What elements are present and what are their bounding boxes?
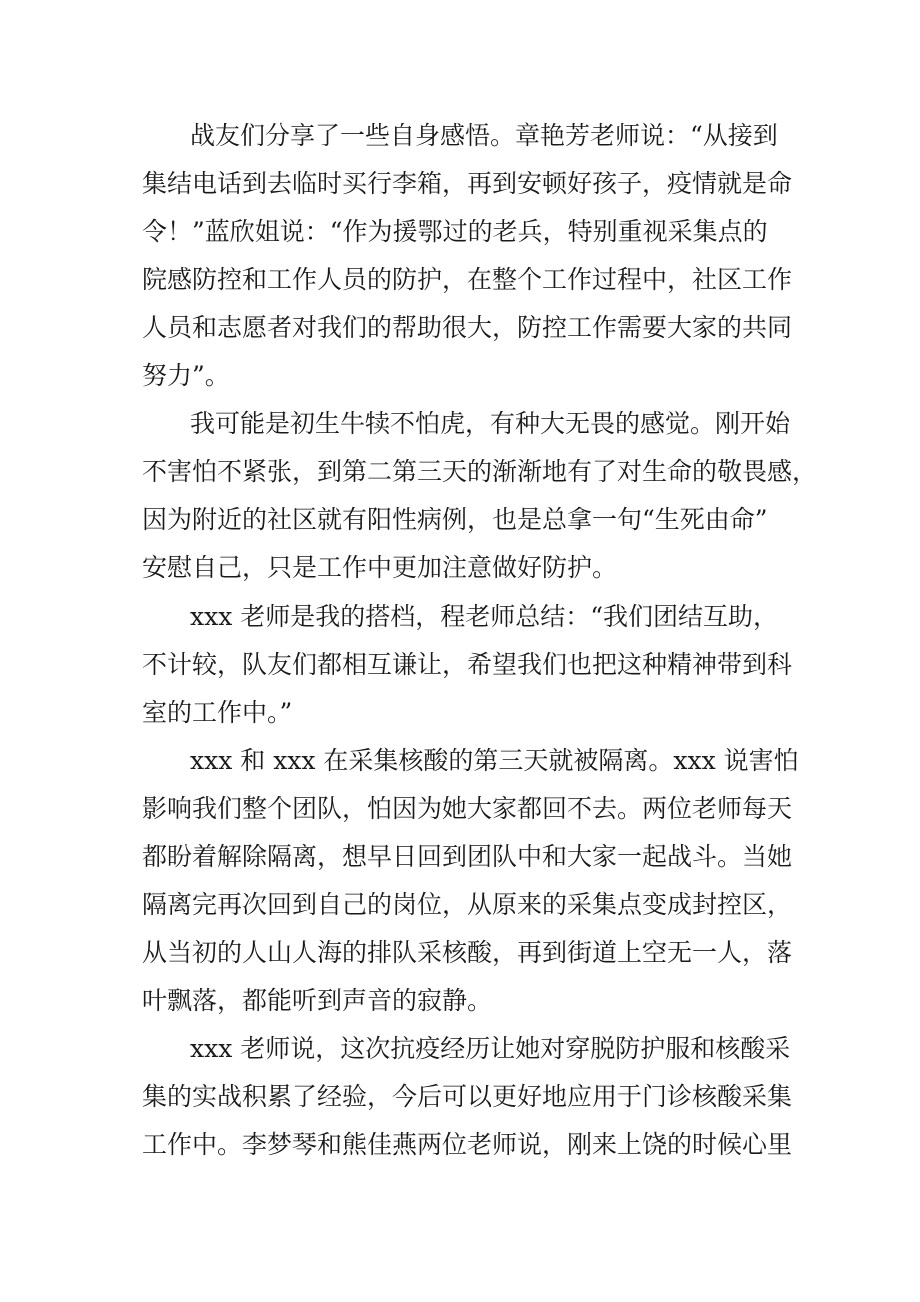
text-line: 令！”蓝欣姐说：“作为援鄂过的老兵，特别重视采集点的 bbox=[142, 217, 768, 246]
text-line: 战友们分享了一些自身感悟。章艳芳老师说：“从接到 bbox=[190, 121, 778, 150]
text-line: 都盼着解除隔离，想早日回到团队中和大家一起战斗。当她 bbox=[142, 842, 793, 871]
text-line: xxx 老师说，这次抗疫经历让她对穿脱防护服和核酸采 bbox=[190, 1034, 791, 1063]
text-line: 因为附近的社区就有阳性病例，也是总拿一句“生死由命” bbox=[142, 505, 768, 534]
text-line: 从当初的人山人海的排队采核酸，再到街道上空无一人，落 bbox=[142, 938, 793, 967]
text-line: 集结电话到去临时买行李箱，再到安顿好孩子，疫情就是命 bbox=[142, 169, 793, 198]
text-line: 叶飘落，都能听到声音的寂静。 bbox=[142, 986, 493, 1015]
text-line: 室的工作中。” bbox=[142, 698, 293, 727]
text-line: 工作中。李梦琴和熊佳燕两位老师说，刚来上饶的时候心里 bbox=[142, 1130, 793, 1159]
text-line: xxx 老师是我的搭档，程老师总结：“我们团结互助， bbox=[190, 602, 779, 631]
text-line: 我可能是初生牛犊不怕虎，有种大无畏的感觉。刚开始 bbox=[190, 409, 791, 438]
text-line: 安慰自己，只是工作中更加注意做好防护。 bbox=[142, 553, 618, 582]
text-line: 影响我们整个团队，怕因为她大家都回不去。两位老师每天 bbox=[142, 794, 793, 823]
text-line: 努力”。 bbox=[142, 361, 230, 390]
text-line: 集的实战积累了经验，今后可以更好地应用于门诊核酸采集 bbox=[142, 1082, 793, 1111]
text-line: 院感防控和工作人员的防护，在整个工作过程中，社区工作 bbox=[142, 265, 793, 294]
text-line: xxx 和 xxx 在采集核酸的第三天就被隔离。xxx 说害怕 bbox=[190, 746, 799, 775]
text-line: 人员和志愿者对我们的帮助很大，防控工作需要大家的共同 bbox=[142, 313, 793, 342]
text-line: 隔离完再次回到自己的岗位，从原来的采集点变成封控区， bbox=[142, 890, 793, 919]
text-line: 不计较，队友们都相互谦让，希望我们也把这种精神带到科 bbox=[142, 650, 793, 679]
text-line: 不害怕不紧张，到第二第三天的渐渐地有了对生命的敬畏感， bbox=[142, 457, 818, 486]
